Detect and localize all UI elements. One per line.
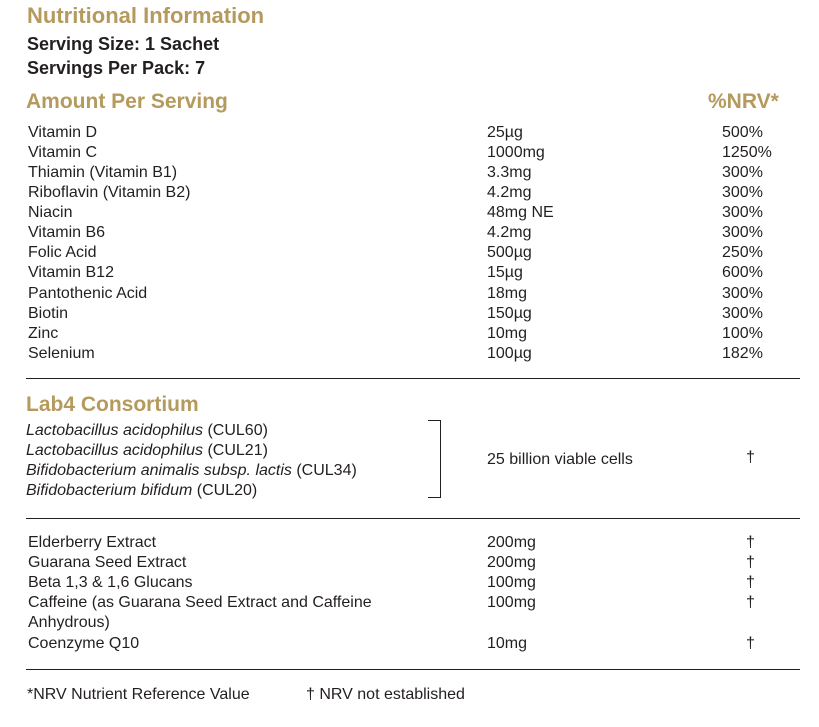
amount-per-serving-heading: Amount Per Serving <box>26 90 228 113</box>
strain-bracket <box>428 420 441 498</box>
nutrient-amount: 3.3mg <box>487 164 532 181</box>
ingredient-name: Guarana Seed Extract <box>28 554 187 571</box>
table-row <box>0 284 819 304</box>
nutrient-name: Vitamin B6 <box>28 224 106 241</box>
table-row-continuation <box>0 613 819 633</box>
table-row <box>0 553 819 573</box>
nutrient-nrv: 300% <box>722 224 763 241</box>
nutrient-amount: 15µg <box>487 264 523 281</box>
nutrient-nrv: 1250% <box>722 144 772 161</box>
nutrient-nrv: 300% <box>722 204 763 221</box>
nutrient-name: Vitamin B12 <box>28 264 114 281</box>
table-row <box>0 183 819 203</box>
nutrient-amount: 48mg NE <box>487 204 554 221</box>
nutrient-name: Thiamin (Vitamin B1) <box>28 164 178 181</box>
table-row <box>0 163 819 183</box>
strain-code: (CUL21) <box>207 442 268 459</box>
table-row <box>0 243 819 263</box>
strain-species: Bifidobacterium animalis subsp. lactis <box>26 462 292 479</box>
strain-item <box>26 461 357 481</box>
nrv-heading: %NRV* <box>708 90 779 113</box>
strain-item <box>26 421 268 441</box>
section-divider <box>26 378 800 379</box>
nutrient-nrv: 300% <box>722 285 763 302</box>
dagger-footnote: † NRV not established <box>306 686 465 703</box>
table-row <box>0 223 819 243</box>
ingredient-amount: 100mg <box>487 594 536 611</box>
nutrient-nrv: 300% <box>722 305 763 322</box>
page-title: Nutritional Information <box>27 3 265 28</box>
nutrient-amount: 100µg <box>487 345 532 362</box>
nutrient-name: Niacin <box>28 204 73 221</box>
strain-species: Bifidobacterium bifidum <box>26 482 193 499</box>
strain-item <box>26 481 257 501</box>
ingredient-nrv: † <box>746 534 755 551</box>
table-row <box>0 344 819 364</box>
nutrient-name: Vitamin D <box>28 124 98 141</box>
ingredient-nrv: † <box>746 574 755 591</box>
ingredient-nrv: † <box>746 635 755 652</box>
table-row <box>0 573 819 593</box>
section-divider <box>26 518 800 519</box>
table-row <box>0 143 819 163</box>
strain-species: Lactobacillus acidophilus <box>26 442 203 459</box>
consortium-nrv: † <box>746 449 755 466</box>
section-divider <box>26 669 800 670</box>
ingredient-name: Beta 1,3 & 1,6 Glucans <box>28 574 193 591</box>
ingredient-nrv: † <box>746 594 755 611</box>
strain-species: Lactobacillus acidophilus <box>26 422 203 439</box>
nutrient-name: Zinc <box>28 325 59 342</box>
strain-code: (CUL20) <box>196 482 258 499</box>
ingredient-amount: 200mg <box>487 554 536 571</box>
ingredient-name: Coenzyme Q10 <box>28 635 140 652</box>
nutrient-name: Folic Acid <box>28 244 97 261</box>
nutrient-nrv: 250% <box>722 244 763 261</box>
table-row <box>0 123 819 143</box>
nutrient-amount: 500µg <box>487 244 532 261</box>
servings-per-pack: Servings Per Pack: 7 <box>27 58 206 78</box>
table-row <box>0 304 819 324</box>
strain-code: (CUL34) <box>296 462 357 479</box>
nutrient-nrv: 100% <box>722 325 763 342</box>
nutrient-name: Selenium <box>28 345 95 362</box>
strain-code: (CUL60) <box>207 422 268 439</box>
nutrient-nrv: 300% <box>722 164 763 181</box>
strain-item <box>26 441 268 461</box>
ingredient-name-line2: Anhydrous) <box>28 614 110 631</box>
nutrient-nrv: 182% <box>722 345 763 362</box>
nutrient-amount: 1000mg <box>487 144 545 161</box>
nutrient-nrv: 300% <box>722 184 763 201</box>
table-row <box>0 593 819 613</box>
table-row <box>0 324 819 344</box>
nutrient-amount: 150µg <box>487 305 532 322</box>
nutrient-name: Riboflavin (Vitamin B2) <box>28 184 191 201</box>
nutrient-amount: 4.2mg <box>487 184 532 201</box>
table-row <box>0 203 819 223</box>
nutrient-amount: 10mg <box>487 325 528 342</box>
nutrient-amount: 18mg <box>487 285 528 302</box>
table-row <box>0 533 819 553</box>
ingredient-name: Caffeine (as Guarana Seed Extract and Caffeine <box>28 594 372 611</box>
ingredient-amount: 200mg <box>487 534 536 551</box>
ingredient-nrv: † <box>746 554 755 571</box>
serving-size: Serving Size: 1 Sachet <box>27 34 220 54</box>
table-row <box>0 263 819 283</box>
ingredient-amount: 100mg <box>487 574 536 591</box>
nutrient-amount: 4.2mg <box>487 224 532 241</box>
consortium-heading: Lab4 Consortium <box>26 393 199 416</box>
nutrient-nrv: 600% <box>722 264 763 281</box>
nutrient-amount: 25µg <box>487 124 523 141</box>
consortium-amount: 25 billion viable cells <box>487 451 633 468</box>
table-row <box>0 634 819 654</box>
nutrient-name: Vitamin C <box>28 144 98 161</box>
ingredient-name: Elderberry Extract <box>28 534 157 551</box>
ingredient-amount: 10mg <box>487 635 528 652</box>
nutrient-nrv: 500% <box>722 124 763 141</box>
nrv-footnote: *NRV Nutrient Reference Value <box>27 686 250 703</box>
nutrient-name: Pantothenic Acid <box>28 285 148 302</box>
nutrient-name: Biotin <box>28 305 69 322</box>
